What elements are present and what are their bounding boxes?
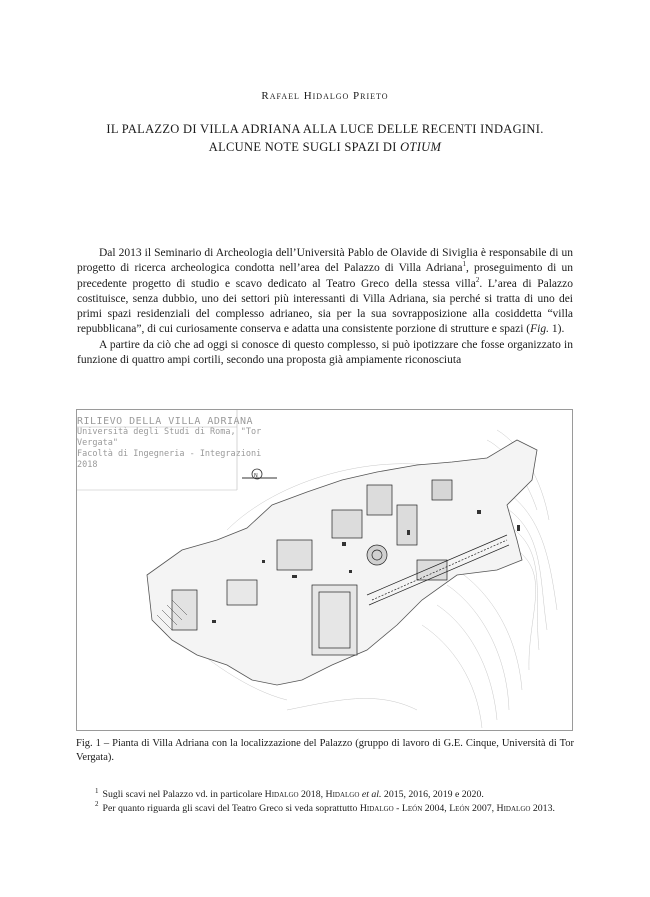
fn2-text-a: Per quanto riguarda gli scavi del Teatro Greco si veda soprattutto: [102, 802, 360, 814]
p1-text-c: . L’area di Palazzo costituisce, senza dubbio, uno dei settori più interessanti di Villa Adriana, sia perché si tratta di uno dei primi spazi residenziali del complesso adrianeo, sia per la sua sovrapposizione alla cosiddetta “villa repubblicana”, di cui curiosamente conserva e adatta una consistente porzione di strutture e spazi (: [77, 277, 573, 336]
site-plan-drawing: [77, 410, 573, 731]
title-line-2: [60, 138, 590, 156]
p1-text-b: , proseguimento di un precedente progetto di studio e scavo dedicato al Teatro Greco della stessa villa: [77, 262, 573, 290]
figure-credit-1: Università degli Studi di Roma, "Tor: [77, 427, 262, 437]
fn2-author-2: León: [449, 802, 470, 814]
footnote-2: [77, 800, 574, 816]
footnote-1: [77, 786, 574, 802]
fn2-text-d: 2013.: [530, 802, 555, 814]
figure-caption: Fig. 1 – Pianta di Villa Adriana con la localizzazione del Palazzo (gruppo di lavoro di G.E. Cinque, Università di Tor Vergata).: [76, 738, 574, 763]
fn2-text-b: 2004,: [422, 802, 450, 814]
fn1-author-2: Hidalgo: [325, 789, 360, 800]
footnote-number: 2: [95, 800, 99, 809]
title-line-1: IL PALAZZO DI VILLA ADRIANA ALLA LUCE DELLE RECENTI INDAGINI.: [106, 122, 544, 136]
footnote-ref-1[interactable]: 1: [462, 260, 466, 269]
figure-credit-4: 2018: [77, 460, 98, 470]
figure-ref[interactable]: Fig.: [530, 323, 549, 336]
p1-text-d: 1).: [548, 323, 565, 336]
fn2-text-c: 2007,: [469, 802, 497, 814]
article-title: [60, 120, 590, 156]
fn1-et-al: et al.: [361, 789, 382, 800]
site-plan-figure: [76, 409, 573, 731]
footnote-ref-2[interactable]: 2: [475, 275, 480, 284]
fn1-text-a: Sugli scavi nel Palazzo vd. in particolare: [102, 789, 265, 800]
footnotes: [77, 786, 574, 816]
figure-credit-3: Facoltà di Ingegneria - Integrazioni: [77, 449, 262, 459]
figure-title: RILIEVO DELLA VILLA ADRIANA: [77, 416, 254, 427]
paragraph-1: [77, 246, 573, 338]
footnote-number: 1: [95, 786, 99, 795]
body-text: [77, 246, 573, 368]
fn1-text-b: 2018,: [298, 789, 326, 800]
fn1-text-d: 2015, 2016, 2019 e 2020.: [381, 789, 484, 800]
paragraph-2: A partire da ciò che ad oggi si conosce di questo complesso, si può ipotizzare che fosse organizzato in funzione di quattro ampi cortili, secondo una proposta già ampiamente riconosciuta: [77, 338, 573, 367]
title-line-2-text: ALCUNE NOTE SUGLI SPAZI DI: [208, 140, 401, 154]
north-label: N: [254, 473, 258, 479]
fn1-author-1: Hidalgo: [264, 789, 299, 800]
fn2-author-1: Hidalgo - León: [359, 802, 423, 814]
title-line-2-italic: OTIUM: [400, 140, 442, 154]
fn2-author-3: Hidalgo: [496, 802, 531, 814]
author-name: Rafael Hidalgo Prieto: [261, 90, 389, 102]
p1-text-a: Dal 2013 il Seminario di Archeologia dell’Università Pablo de Olavide di Siviglia è responsabile di un progetto di ricerca archeologica condotta nell’area del Palazzo di Villa Adriana: [77, 247, 573, 275]
north-arrow-icon: [242, 469, 277, 479]
figure-credit-2: Vergata": [77, 438, 118, 448]
